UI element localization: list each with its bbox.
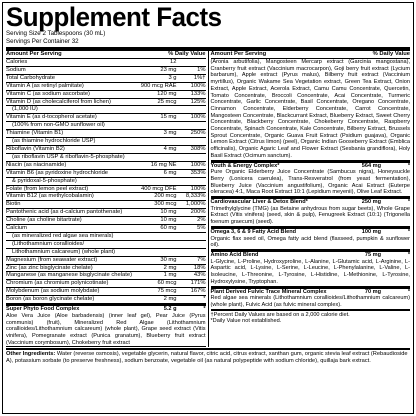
nutrient-row <box>6 201 206 209</box>
nutrient-amount <box>134 178 180 185</box>
blend-amount: 100 mg <box>361 228 381 235</box>
nutrient-dv <box>180 178 206 185</box>
nutrient-dv <box>180 233 206 240</box>
nutrient-dv <box>180 106 206 113</box>
nutrient-row <box>6 59 206 67</box>
nutrient-name: Choline (as choline bitartrate) <box>6 217 82 224</box>
nutrient-dv: 100% <box>190 82 206 89</box>
blend-dv: * <box>407 251 410 258</box>
nutrient-name: Niacin (as niacinamide) <box>6 161 67 168</box>
nutrient-name: (1,000 IU) <box>12 106 38 113</box>
nutrient-amount <box>134 106 180 113</box>
blend-ingredients: Pure Organic Elderberry Juice Concentrate (Sambucus nigra), Honeysuckle Berry (Lonicera caerulea), Trans-Resveratrol (from yeast fermentation), Blueberry Juice (Vaccinium angustifolium), Organic Acai Extract (Euterpe oleracea) 4:1, Maca Root Extract 10:1 (Lepidium meyenii), Olive Leaf Extract. <box>210 169 410 196</box>
nutrient-amount: 2 mg <box>163 264 177 271</box>
nutrient-dv: 43% <box>193 272 206 279</box>
nutrient-name: Boron (as boron glycinate chelate) <box>6 296 95 303</box>
nutrient-amount: 25 mcg <box>157 98 177 105</box>
nutrient-dv <box>180 122 206 129</box>
nutrient-row <box>6 146 206 154</box>
nutrient-row <box>6 241 206 249</box>
nutrient-name: (Lithothamnium corallioides/ <box>12 240 85 247</box>
nutrient-amount: 3 mg <box>163 130 177 137</box>
nutrient-dv <box>180 59 206 66</box>
nutrient-dv: 100% <box>190 185 206 192</box>
nutrient-amount <box>134 138 180 145</box>
blend-amount: 75 mg <box>364 251 381 258</box>
nutrient-dv <box>180 154 206 161</box>
blend-name: Plant Derived Fulvic Trace Mineral Complex <box>210 288 327 295</box>
nutrient-name: Magnesium (from seawater extract) <box>6 256 98 263</box>
nutrient-row <box>6 170 206 178</box>
nutrient-amount: 6 mg <box>163 169 177 176</box>
servings-per-container: Servings Per Container 32 <box>6 38 79 45</box>
nutrient-amount: 23 mg <box>160 66 177 73</box>
nutrient-row <box>6 249 206 257</box>
nutrient-dv: 1% <box>197 66 206 73</box>
other-ingredients-text: Water (reverse osmosis), vegetable glycerin, natural flavor, citric acid, citrus extract, xanthan gum, organic stevia leaf extract (Rebaudioside A), potassium sorbate (to preserve freshness), sodium benzoate, vegetable oil (as natural polypeptide with sodium chloride), quillaja bark extract. <box>6 351 408 365</box>
nutrient-amount <box>134 233 180 240</box>
nutrient-name: Sodium <box>6 66 26 73</box>
nutrient-dv: 18% <box>193 264 206 271</box>
nutrient-row <box>6 272 206 280</box>
blend-section <box>211 197 411 227</box>
nutrient-row <box>6 83 206 91</box>
nutrient-name: Molybdenum (as sodium molybdate) <box>6 288 100 295</box>
nutrient-dv <box>180 249 206 256</box>
amount-header: Amount Per Serving <box>210 51 267 57</box>
supplement-facts-panel <box>2 2 414 414</box>
nutrient-row <box>6 288 206 296</box>
nutrient-name: Zinc (as zinc bisglycinate chelate) <box>6 264 93 271</box>
blend-dv: * <box>203 306 206 313</box>
blend-amount: 5.2 g <box>163 306 177 313</box>
nutrient-row <box>6 162 206 170</box>
blend-section <box>211 287 411 310</box>
nutrient-row <box>6 257 206 265</box>
nutrient-name: Thiamine (Vitamin B1) <box>6 130 64 137</box>
nutrient-amount: 16 mg NE <box>150 161 177 168</box>
nutrient-row <box>6 186 206 194</box>
nutrient-dv: 2% <box>197 217 206 224</box>
blend-section <box>211 227 411 250</box>
other-ingredients <box>6 348 410 365</box>
footnote-not-established: *Daily Value not established. <box>210 318 282 325</box>
nutrient-name: Manganese (as manganese bisglycinate chelate) <box>6 272 132 279</box>
nutrient-row <box>6 130 206 138</box>
nutrient-amount <box>134 154 180 161</box>
nutrient-name: Pantothenic acid (as d-calcium pantothenate) <box>6 209 123 216</box>
nutrient-name: Vitamin C (as sodium ascorbate) <box>6 90 90 97</box>
nutrient-amount: 30 mg <box>160 256 177 263</box>
blend-ingredients: (Aronia arbutifolia), Mangosteen Mercarp extract (Garcinia mangostana), Cranberry fruit extract (Vaccinium macrocarpon), Goji berry fruit extract (Lycium barbarum), Apple extract (Pyrus malus), Bilberry fruit extract (Vaccinium myrtillus), Organic Wakame Sea Vegetation extract, Green Tea Extract, Onion Extract, Apple Extract, Acerola Extract, Camu Camu Concentrate, Quercetin, Tomato Concentrate, Broccoli Concentrate, Acai Concentrate, Turmeric Concentrate, Garlic Concentrate, Basil Concentrate, Oregano Concentrate, Cinnamon Concentrate, Elderberry Concentrate, Carrot Concentrate, Mangosteen Concentrate, Blackcurrant Extract, Blueberry Extract, Sweet Cherry Concentrate, Blackberry Concentrate, Chokeberry Concentrate, Raspberry Concentrate, Spinach Concentrate, Kale Concentrate, Bilberry Extract, Brussels Sprout Concentrate, Organic Guava Fruit Extract (Psidium guajava), Organic Lemon Extract (Citrus limon) (peel), Organic Indian Gooseberry Extract (Emblica officinalis), Organic Agaric Leaf and Flower Extract (Sesbania grandiflora), Holy Basil Extract (Ocimum sanctum). <box>210 59 410 159</box>
nutrient-amount: 2 mg <box>163 296 177 303</box>
nutrient-dv <box>180 241 206 248</box>
nutrient-dv: * <box>203 296 206 303</box>
nutrient-amount: 12 <box>170 59 177 65</box>
other-ingredients-label: Other Ingredients: <box>6 351 56 358</box>
blend-dv: * <box>407 199 410 206</box>
nutrient-amount: 400 mcg DFE <box>141 185 177 192</box>
panel-title: Supplement Facts <box>6 2 222 32</box>
blend-amount: 250 mg <box>361 199 381 206</box>
nutrient-name: Biotin <box>6 201 21 208</box>
nutrient-row <box>6 67 206 75</box>
blend-name: Amino Acid Blend <box>210 251 259 258</box>
nutrient-name: Riboflavin (Vitamin B2) <box>6 145 65 152</box>
nutrient-dv: 8,333% <box>185 193 206 200</box>
nutrient-row <box>6 217 206 225</box>
nutrient-dv: 100% <box>190 114 206 121</box>
nutrient-row <box>6 296 206 304</box>
footnotes <box>211 310 411 325</box>
blend-ingredients: Aloe Vera Juice (Aloe barbadensis) (inner leaf gel), Pear Juice (Pyrus communis) (fruit), Mineralized Red Algae (Lithothamnium corallioides/Lithothamnium calcareum) (whole plant), Grape seed extract (Vitis vinifera), Pomegranate extract (Punica granatum), Blueberry fruit extract (Vaccinium corymbosum), Chokeberry fruit extract <box>6 312 206 346</box>
nutrient-amount: 15 mg <box>160 114 177 121</box>
nutrient-amount: 10 mg <box>160 209 177 216</box>
nutrient-amount: 3 g <box>168 74 177 81</box>
nutrient-dv: 1%† <box>193 74 206 81</box>
nutrient-name: Vitamin D (as cholecalciferol from lichen) <box>6 98 111 105</box>
nutrient-name: (as thiamine hydrochloride USP) <box>12 138 96 145</box>
amount-header: Amount Per Serving <box>6 51 62 57</box>
blend-dv: * <box>407 228 410 235</box>
nutrient-row <box>6 193 206 201</box>
right-header <box>211 51 411 59</box>
nutrient-amount <box>134 122 180 129</box>
nutrient-dv: 353% <box>190 169 206 176</box>
blend-section <box>211 250 411 287</box>
nutrient-amount: 10 mg <box>160 217 177 224</box>
nutrient-name: (100% from non-GMO sunflower oil) <box>12 122 105 129</box>
nutrient-dv: 133% <box>190 90 206 97</box>
nutrient-row <box>6 178 206 186</box>
nutrient-row <box>6 114 206 122</box>
nutrient-dv: 200% <box>190 209 206 216</box>
nutrient-amount: 900 mcg RAE <box>140 82 177 89</box>
footnote-dv: †Percent Daily Values are based on a 2,000 calorie diet. <box>210 311 350 318</box>
nutrient-amount: 75 mcg <box>157 288 177 295</box>
nutrient-row <box>6 225 206 233</box>
blend-dv: * <box>407 162 410 169</box>
nutrient-amount: 4 mg <box>163 145 177 152</box>
nutrient-name: Chromium (as chromium polynicotinate) <box>6 280 109 287</box>
right-column <box>209 51 411 347</box>
nutrient-name: Vitamin B12 (as methylcobalamin) <box>6 193 94 200</box>
nutrient-dv: 7% <box>197 256 206 263</box>
left-header <box>6 51 206 59</box>
blend-name: Super Phyto Food Complex <box>6 306 80 313</box>
nutrient-row <box>6 154 206 162</box>
dv-header: % Daily Value <box>168 51 206 57</box>
blend-name: Omega 3, 6 & 9 Fatty Acid Blend <box>210 228 297 235</box>
nutrient-row <box>6 106 206 114</box>
nutrient-name: Folate (from lemon peel extract) <box>6 185 89 192</box>
nutrient-name: (as mineralized red algae sea minerals) <box>12 232 114 239</box>
nutrient-dv: 250% <box>190 130 206 137</box>
nutrient-list <box>6 59 206 304</box>
nutrient-row <box>6 91 206 99</box>
blend-ingredients: L-Glycine, L-Proline, Hydroxyproline, L-Alanine, L-Glutamic acid, L-Arginine, L-Aspartic acid, L-Lysine, L-Serine, L-Leucine, L-Phenylalanine, L-Valine, L-Isoleucine, L-Threonine, L-Tyrosine, L-Histidine, L-Methionine, L-Tyrosine, Hydroxylysine, Tryptophan. <box>210 258 410 285</box>
nutrient-row <box>6 209 206 217</box>
blend-ingredients: Organic flax seed oil, Omega fatty acid blend (flaxseed, pumpkin & sunflower oil). <box>210 235 410 249</box>
blend-amount: 70 mg <box>364 288 381 295</box>
nutrient-name: (as riboflavin USP & riboflavin-5-phosphate) <box>12 153 125 160</box>
blend-amount: 564 mg <box>361 162 381 169</box>
facts-columns <box>6 51 410 347</box>
nutrient-name: Vitamin E (as d-tocopherol acetate) <box>6 114 97 121</box>
nutrient-name: Vitamin B6 (as pyridoxine hydrochloride <box>6 169 109 176</box>
nutrient-row <box>6 233 206 241</box>
blend-section <box>211 161 411 198</box>
nutrient-dv: 5% <box>197 225 206 232</box>
nutrient-amount: 300 mcg <box>154 201 177 208</box>
blend-name: Cardiovascular Liver & Detox Blend* <box>210 199 308 206</box>
blend-name: Youth & Energy Complex* <box>210 162 280 169</box>
nutrient-dv: 100% <box>190 161 206 168</box>
nutrient-row <box>6 265 206 273</box>
nutrient-row <box>6 99 206 107</box>
nutrient-amount: 200 mcg <box>154 193 177 200</box>
nutrient-row <box>6 138 206 146</box>
nutrient-amount: 1 mg <box>163 272 177 279</box>
nutrient-dv: 125% <box>190 98 206 105</box>
nutrient-name: Lithothamnium calcareum) (whole plant) <box>12 248 116 255</box>
nutrient-amount <box>134 249 180 256</box>
nutrient-name: Vitamin A (as retinyl palmitate) <box>6 82 84 89</box>
nutrient-name: & pyridoxal-5-phosphate) <box>12 177 77 184</box>
left-column <box>6 51 209 347</box>
nutrient-amount <box>134 241 180 248</box>
nutrient-dv <box>180 138 206 145</box>
blend-list <box>211 161 411 310</box>
serving-size: Serving Size 2 Tablespoons (30 mL) <box>6 30 106 37</box>
nutrient-dv: 308% <box>190 145 206 152</box>
nutrient-amount: 120 mg <box>157 90 177 97</box>
nutrient-dv: 1,000% <box>185 201 206 208</box>
blend-ingredients: Trimethylglycine (TMG) (as Betaine anhydrous from sugar beets), Whole Grape Extract (Vitis vinifera) (seed, skin & pulp), Fenugreek Extract (10:1) (Trigonella foenum graecum) (seed). <box>210 205 410 226</box>
nutrient-dv: 171% <box>190 280 206 287</box>
nutrient-name: Calcium <box>6 225 27 232</box>
nutrient-name: Calories <box>6 59 28 65</box>
blend-ingredients: Red algae sea minerals (Lithothamnium corallioides/Lithothamnium calcareum) (whole plant), Fulvic Acid (as fulvic mineral complex). <box>210 295 410 308</box>
nutrient-amount: 60 mg <box>160 225 177 232</box>
nutrient-name: Total Carbohydrate <box>6 74 55 81</box>
nutrient-row <box>6 122 206 130</box>
nutrient-row <box>6 75 206 83</box>
nutrient-row <box>6 280 206 288</box>
nutrient-amount: 60 mcg <box>157 280 177 287</box>
nutrient-dv: 167% <box>190 288 206 295</box>
blend-dv: * <box>407 288 410 295</box>
super-phyto-blend <box>6 304 206 347</box>
dv-header: % Daily Value <box>372 51 410 57</box>
super-phyto-continuation <box>211 59 411 161</box>
